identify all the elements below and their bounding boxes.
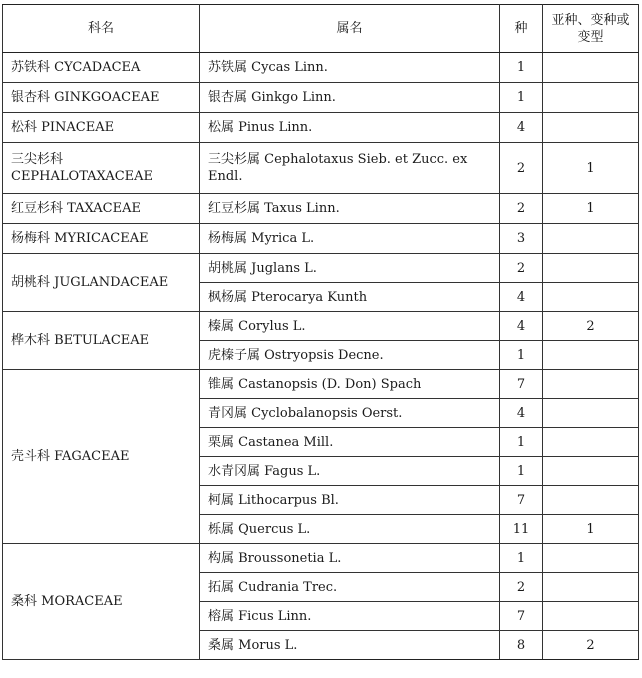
species-count: 7 bbox=[500, 602, 543, 631]
genus-cell: 水青冈属 Fagus L. bbox=[200, 457, 500, 486]
family-cell: 桦木科 BETULACEAE bbox=[3, 312, 200, 370]
table-row bbox=[3, 83, 639, 113]
table-row bbox=[3, 224, 639, 254]
infra-count: 1 bbox=[543, 143, 639, 194]
infra-count: 2 bbox=[543, 631, 639, 660]
species-count: 7 bbox=[500, 486, 543, 515]
infra-count: 1 bbox=[543, 515, 639, 544]
family-cell: 胡桃科 JUGLANDACEAE bbox=[3, 254, 200, 312]
infra-count: 2 bbox=[543, 312, 639, 341]
species-count: 2 bbox=[500, 194, 543, 224]
genus-cell: 枫杨属 Pterocarya Kunth bbox=[200, 283, 500, 312]
family-cell: 桑科 MORACEAE bbox=[3, 544, 200, 660]
genus-cell: 桑属 Morus L. bbox=[200, 631, 500, 660]
species-count: 1 bbox=[500, 53, 543, 83]
infra-count bbox=[543, 341, 639, 370]
genus-cell: 青冈属 Cyclobalanopsis Oerst. bbox=[200, 399, 500, 428]
table-row bbox=[3, 254, 639, 283]
family-cell: 银杏科 GINKGOACEAE bbox=[3, 83, 200, 113]
infra-count bbox=[543, 254, 639, 283]
table-row bbox=[3, 194, 639, 224]
species-count: 2 bbox=[500, 143, 543, 194]
genus-cell: 栗属 Castanea Mill. bbox=[200, 428, 500, 457]
genus-cell: 杨梅属 Myrica L. bbox=[200, 224, 500, 254]
species-count: 4 bbox=[500, 283, 543, 312]
genus-cell: 虎榛子属 Ostryopsis Decne. bbox=[200, 341, 500, 370]
species-count: 7 bbox=[500, 370, 543, 399]
species-count: 2 bbox=[500, 254, 543, 283]
infra-count bbox=[543, 544, 639, 573]
genus-cell: 红豆杉属 Taxus Linn. bbox=[200, 194, 500, 224]
infra-count bbox=[543, 283, 639, 312]
infra-count bbox=[543, 399, 639, 428]
species-count: 1 bbox=[500, 428, 543, 457]
infra-count bbox=[543, 83, 639, 113]
family-cell: 红豆杉科 TAXACEAE bbox=[3, 194, 200, 224]
genus-cell: 榛属 Corylus L. bbox=[200, 312, 500, 341]
header-species: 种 bbox=[500, 5, 543, 53]
genus-cell: 柯属 Lithocarpus Bl. bbox=[200, 486, 500, 515]
species-count: 1 bbox=[500, 544, 543, 573]
header-family: 科名 bbox=[3, 5, 200, 53]
species-count: 1 bbox=[500, 341, 543, 370]
family-cell: 三尖杉科 CEPHALOTAXACEAE bbox=[3, 143, 200, 194]
species-count: 4 bbox=[500, 312, 543, 341]
genus-cell: 构属 Broussonetia L. bbox=[200, 544, 500, 573]
species-count: 11 bbox=[500, 515, 543, 544]
genus-cell: 三尖杉属 Cephalotaxus Sieb. et Zucc. ex Endl. bbox=[200, 143, 500, 194]
species-count: 4 bbox=[500, 113, 543, 143]
infra-count bbox=[543, 370, 639, 399]
infra-count bbox=[543, 224, 639, 254]
genus-cell: 苏铁属 Cycas Linn. bbox=[200, 53, 500, 83]
infra-count bbox=[543, 573, 639, 602]
header-row bbox=[3, 5, 639, 53]
genus-cell: 栎属 Quercus L. bbox=[200, 515, 500, 544]
family-cell: 松科 PINACEAE bbox=[3, 113, 200, 143]
genus-cell: 锥属 Castanopsis (D. Don) Spach bbox=[200, 370, 500, 399]
infra-count bbox=[543, 486, 639, 515]
family-cell: 杨梅科 MYRICACEAE bbox=[3, 224, 200, 254]
infra-count: 1 bbox=[543, 194, 639, 224]
genus-cell: 拓属 Cudrania Trec. bbox=[200, 573, 500, 602]
table-row bbox=[3, 370, 639, 399]
genus-cell: 松属 Pinus Linn. bbox=[200, 113, 500, 143]
infra-count bbox=[543, 113, 639, 143]
table-row bbox=[3, 312, 639, 341]
header-infra: 亚种、变种或变型 bbox=[543, 5, 639, 53]
species-count: 4 bbox=[500, 399, 543, 428]
infra-count bbox=[543, 428, 639, 457]
genus-cell: 胡桃属 Juglans L. bbox=[200, 254, 500, 283]
species-count: 8 bbox=[500, 631, 543, 660]
genus-cell: 银杏属 Ginkgo Linn. bbox=[200, 83, 500, 113]
family-cell: 壳斗科 FAGACEAE bbox=[3, 370, 200, 544]
species-count: 2 bbox=[500, 573, 543, 602]
species-count: 3 bbox=[500, 224, 543, 254]
table-row bbox=[3, 544, 639, 573]
species-count: 1 bbox=[500, 83, 543, 113]
genus-cell: 榕属 Ficus Linn. bbox=[200, 602, 500, 631]
table-row bbox=[3, 53, 639, 83]
infra-count bbox=[543, 602, 639, 631]
infra-count bbox=[543, 53, 639, 83]
table-row bbox=[3, 113, 639, 143]
infra-count bbox=[543, 457, 639, 486]
header-genus: 属名 bbox=[200, 5, 500, 53]
species-count: 1 bbox=[500, 457, 543, 486]
taxonomy-table bbox=[2, 4, 639, 660]
table-row bbox=[3, 143, 639, 194]
family-cell: 苏铁科 CYCADACEA bbox=[3, 53, 200, 83]
